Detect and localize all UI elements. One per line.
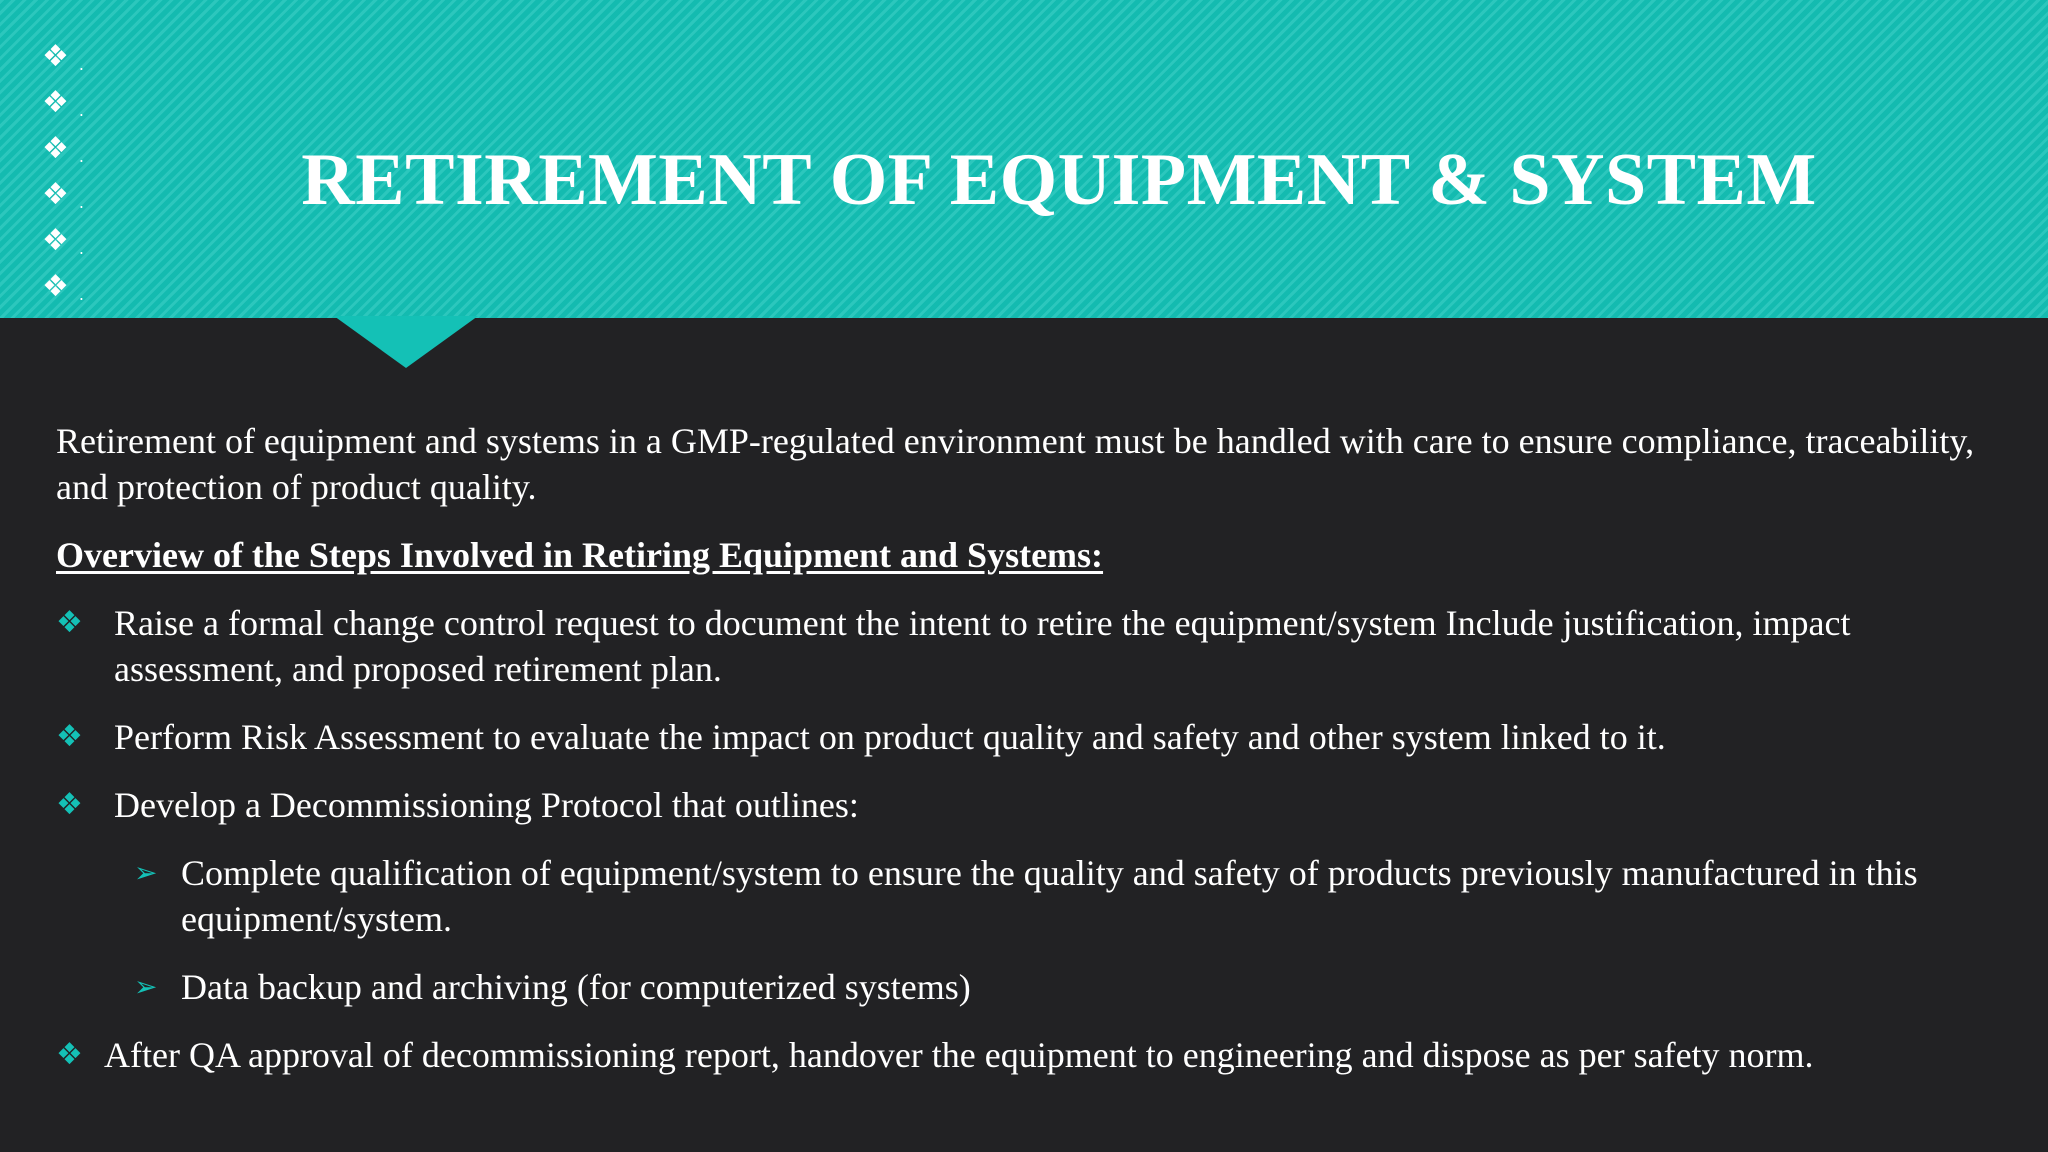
four-diamond-icon: ❖ <box>42 269 69 304</box>
bullet-text: Develop a Decommissioning Protocol that outlines: <box>114 785 859 825</box>
header-notch <box>334 316 478 368</box>
decor-dot: . <box>78 100 84 120</box>
decor-dot: . <box>78 54 84 74</box>
bullet-item <box>56 1032 1976 1078</box>
slide-title: RETIREMENT OF EQUIPMENT & SYSTEM <box>301 139 1817 221</box>
four-diamond-icon: ❖ <box>56 787 83 822</box>
slide-content <box>56 418 1976 1100</box>
four-diamond-icon: ❖ <box>42 85 69 120</box>
bullet-text: Perform Risk Assessment to evaluate the impact on product quality and safety and other system linked to it. <box>114 717 1666 757</box>
decor-item <box>42 34 122 80</box>
bullet-item <box>56 782 1976 828</box>
overview-heading: Overview of the Steps Involved in Retiring Equipment and Systems: <box>56 535 1104 575</box>
intro-paragraph: Retirement of equipment and systems in a GMP-regulated environment must be handled with care to ensure compliance, traceability, and protection of product quality. <box>56 421 1975 507</box>
four-diamond-icon: ❖ <box>42 223 69 258</box>
sub-bullet-text: Complete qualification of equipment/system to ensure the quality and safety of products previously manufactured in this equipment/system. <box>181 853 1918 939</box>
decor-dot: . <box>78 284 84 304</box>
decor-dot: . <box>78 238 84 258</box>
sub-bullet-text: Data backup and archiving (for computerized systems) <box>181 967 971 1007</box>
bullet-text: After QA approval of decommissioning report, handover the equipment to engineering and dispose as per safety norm. <box>104 1035 1814 1075</box>
decor-dot: . <box>78 192 84 212</box>
four-diamond-icon: ❖ <box>42 131 69 166</box>
four-diamond-icon: ❖ <box>56 1037 83 1072</box>
four-diamond-icon: ❖ <box>56 605 83 640</box>
decor-dot: . <box>78 146 84 166</box>
bullet-item <box>56 714 1976 760</box>
arrowhead-icon: ➢ <box>134 970 158 1003</box>
sub-bullet-item <box>56 850 1976 942</box>
arrowhead-icon: ➢ <box>134 856 158 889</box>
decor-item <box>42 264 122 310</box>
sub-bullet-item <box>56 964 1976 1010</box>
four-diamond-icon: ❖ <box>42 177 69 212</box>
decor-item <box>42 80 122 126</box>
decor-item <box>42 218 122 264</box>
four-diamond-icon: ❖ <box>42 39 69 74</box>
bullet-item <box>56 600 1976 692</box>
four-diamond-icon: ❖ <box>56 719 83 754</box>
bullet-text: Raise a formal change control request to document the intent to retire the equipment/system Include justification, impact assessment, and proposed retirement plan. <box>114 603 1851 689</box>
